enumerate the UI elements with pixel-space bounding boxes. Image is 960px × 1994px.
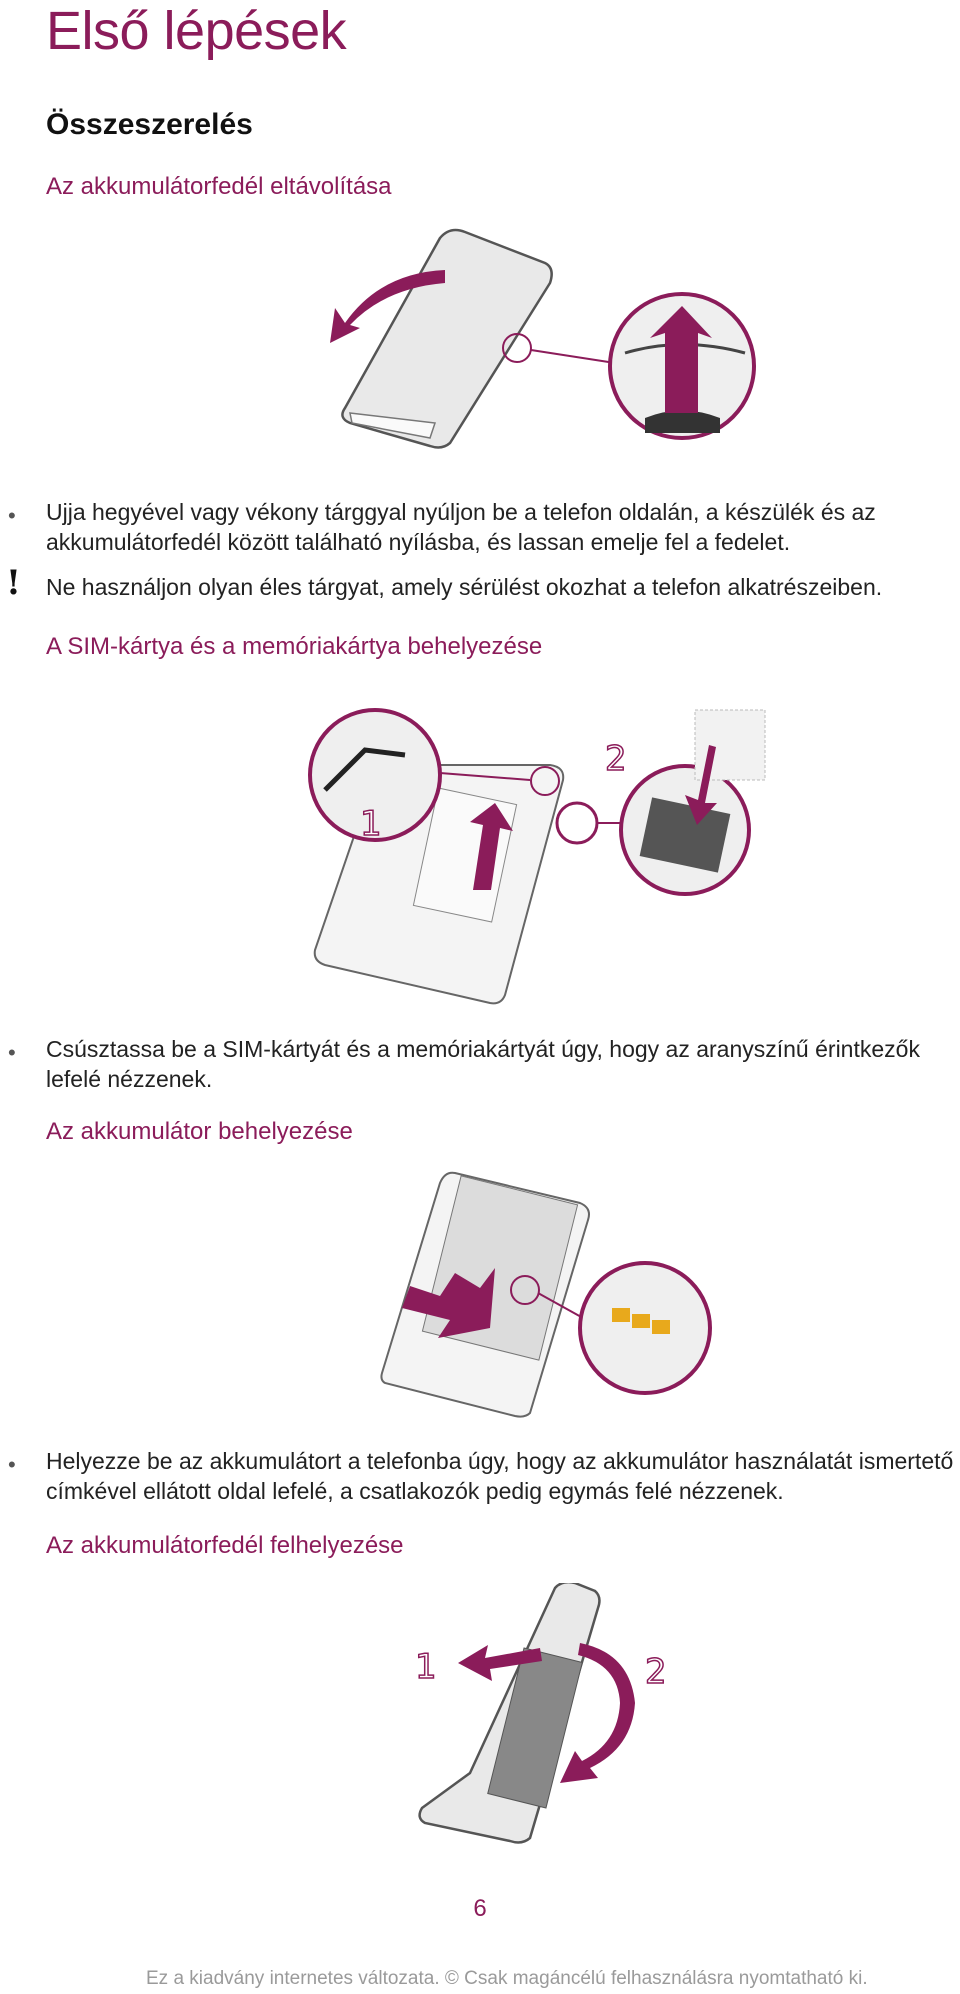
page-title: Első lépések bbox=[46, 1, 347, 61]
illustration-battery bbox=[380, 1168, 720, 1418]
illustration-sim-card bbox=[305, 695, 785, 1015]
warning-icon: ! bbox=[6, 563, 21, 603]
step-label-2: 2 bbox=[645, 1652, 667, 1692]
bullet-marker: • bbox=[8, 1040, 16, 1065]
section-heading: Összeszerelés bbox=[46, 108, 253, 141]
phone-back-cover bbox=[342, 230, 551, 447]
illustration-remove-cover bbox=[320, 228, 760, 453]
subsection-heading-remove-cover: Az akkumulátorfedél eltávolítása bbox=[46, 173, 392, 200]
instruction-sim-card: Csúsztassa be a SIM-kártyát és a memóriakártyát úgy, hogy az aranyszínű érintkezők lefelé nézzenek. bbox=[46, 1036, 920, 1092]
connector-pin bbox=[652, 1320, 670, 1334]
subsection-heading-attach-cover: Az akkumulátorfedél felhelyezése bbox=[46, 1532, 404, 1559]
bullet-marker: • bbox=[8, 1452, 16, 1477]
subsection-heading-sim-card: A SIM-kártya és a memóriakártya behelyezése bbox=[46, 633, 543, 660]
step-label-2: 2 bbox=[605, 739, 627, 779]
footer-note: Ez a kiadvány internetes változata. © Csak magáncélú felhasználásra nyomtatható ki. bbox=[146, 1968, 868, 1989]
connector-pin bbox=[612, 1308, 630, 1322]
detail-marker-2 bbox=[557, 803, 597, 843]
step-label-1: 1 bbox=[360, 804, 382, 844]
page-number: 6 bbox=[473, 1895, 487, 1922]
instruction-battery: Helyezze be az akkumulátort a telefonba úgy, hogy az akkumulátor használatát ismertető címkével ellátott oldal lefelé, a csatlakozók pedig egymás felé nézzenek. bbox=[46, 1448, 954, 1504]
instruction-remove-cover: Ujja hegyével vagy vékony tárggyal nyúljon be a telefon oldalán, a készülék és az akkumulátorfedél között található nyílásba, és lassan emelje fel a fedelet. bbox=[46, 499, 876, 555]
illustration-attach-cover bbox=[410, 1583, 690, 1848]
leader-line bbox=[531, 350, 615, 363]
warning-text: Ne használjon olyan éles tárgyat, amely sérülést okozhat a telefon alkatrészeiben. bbox=[46, 574, 883, 600]
step-label-1: 1 bbox=[415, 1647, 437, 1687]
connector-pin bbox=[632, 1314, 650, 1328]
bullet-marker: • bbox=[8, 503, 16, 528]
subsection-heading-battery: Az akkumulátor behelyezése bbox=[46, 1118, 353, 1145]
